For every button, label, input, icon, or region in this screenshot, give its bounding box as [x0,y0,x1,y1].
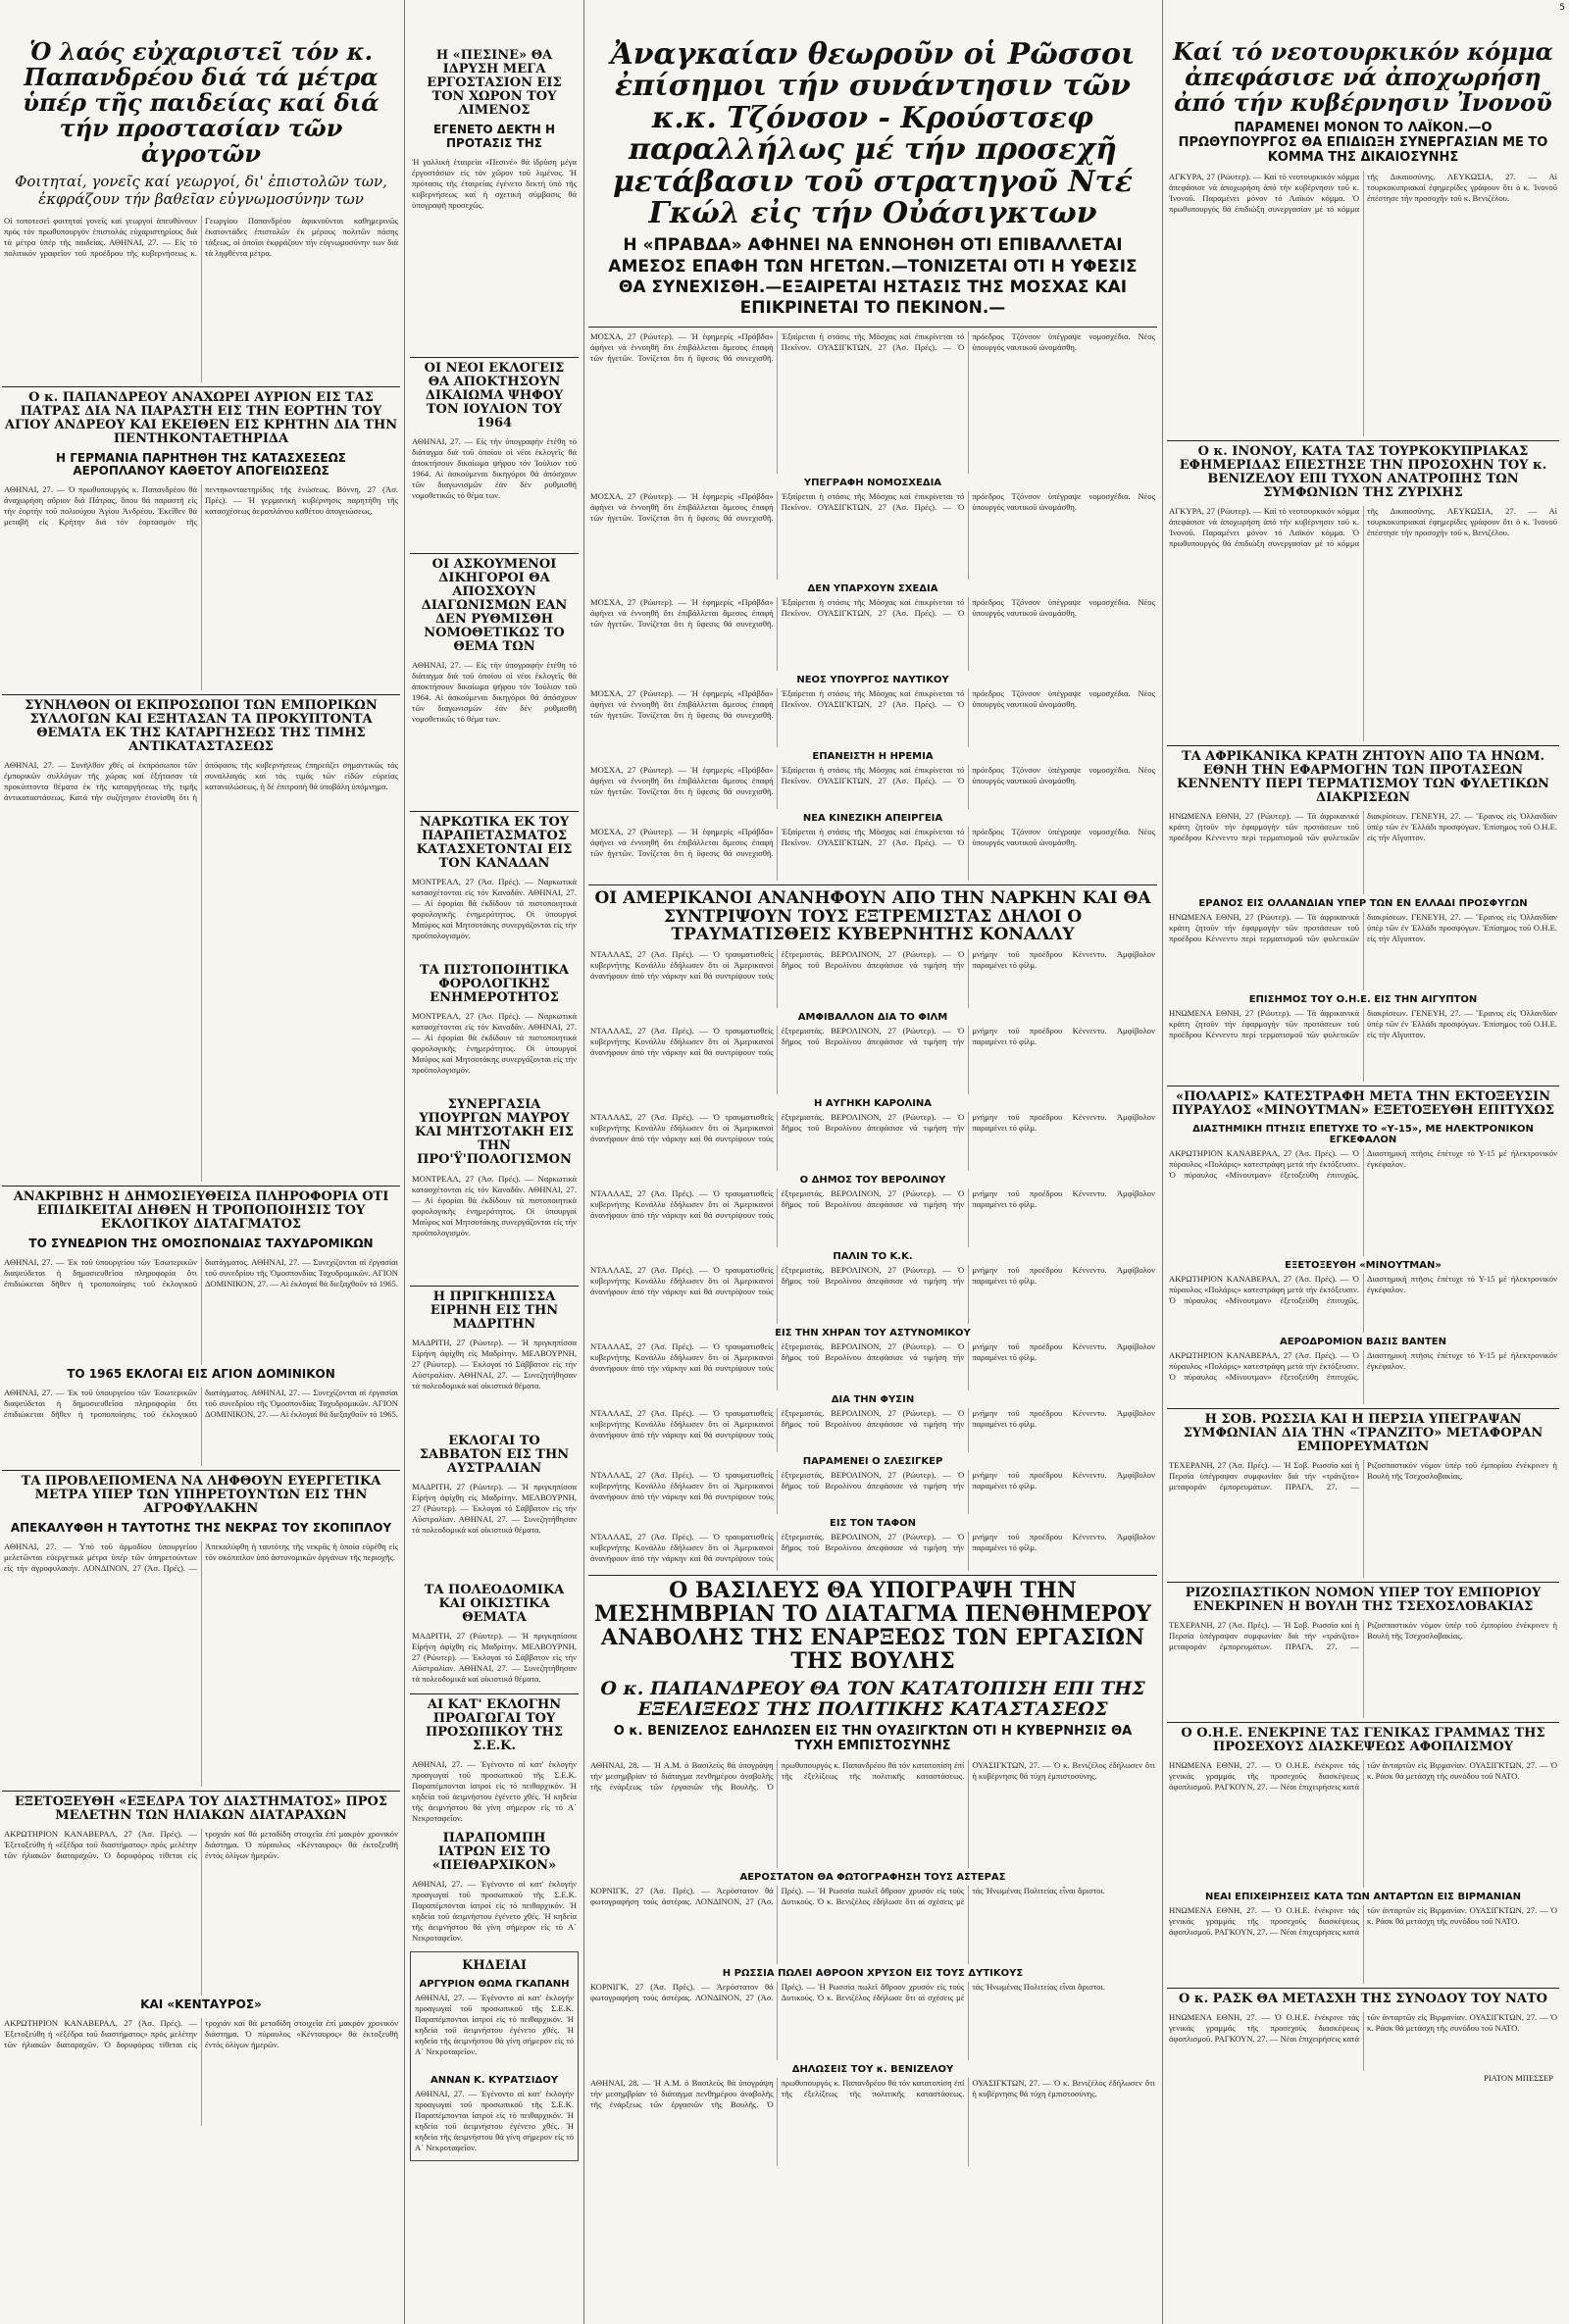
article-subhead: ΥΠΕΓΡΑΦΗ ΝΟΜΟΣΧΕΔΙΑ [803,478,942,489]
article-headline: ΤΑ ΑΦΡΙΚΑΝΙΚΑ ΚΡΑΤΗ ΖΗΤΟΥΝ ΑΠΟ ΤΑ ΗΝΩΜ. ΕΘΝΗ ΤΗΝ ΕΦΑΡΜΟΓΗΝ ΤΩΝ ΠΡΟΤΑΣΕΩΝ ΚΕΝΝΕΝΤΥ ΠΕΡΙ ΤΕΡΜΑΤΙΣΜΟΥ ΤΩΝ ΦΥΛΕΤΙΚΩΝ ΔΙΑΚΡΙΣΕΩΝ [1177,748,1549,805]
article-body: ΜΟΝΤΡΕΑΛ, 27 (Ἀσ. Πρές). — Ναρκωτικά κατασχέτονται εἰς τόν Καναδᾶν. ΑΘΗΝΑΙ, 27. — Αἱ ἐφορίαι θά ἐκδίδουν τά πιστοποιητικά φορολογικῆς ἐνημερότητος. Οἱ ὑπουργοί Μαύρος καί Μητσοτάκης συνεργάζονται εἰς τήν προϋπολογισμόν. [412,877,577,941]
article-body: ΜΟΣΧΑ, 27 (Ρώυτερ). — Ἡ ἐφημερίς «Πράβδα» ἀφήνει νά ἐννοηθῆ ὅτι ἐπιβάλλεται ἄμεσος ἐπαφή τῶν ἡγετῶν. Τονίζεται ὅτι ἡ ὕφεσις θά συνεχισθῆ. Ἐξαίρεται ἡ στάσις τῆς Μόσχας καί ἐπικρίνεται τό Πεκῖνον. ΟΥΑΣΙΓΚΤΩΝ, 27 (Ἀσ. Πρές). — Ὁ πρόεδρος Τζόνσον ὑπέγραψε νομοσχέδια. Νέος ὑπουργός ναυτικοῦ ὠνομάσθη. [590,331,1155,364]
rule [2,1186,400,1187]
article-subhead: ΕΙΣ ΤΟΝ ΤΑΦΟΝ [830,1518,916,1530]
article-body: ΑΘΗΝΑΙ, 27. — Ὑπό τοῦ ἁρμοδίου ὑπουργείου μελετῶνται εὐεργετικά μέτρα ὑπέρ τῶν ὑπηρετούντων εἰς τήν ἀγροφυλακήν. ΛΟΝΔΙΝΟΝ, 27 (Ἀσ. Πρές). — Ἀπεκαλύφθη ἡ ταυτότης τῆς νεκρᾶς ἡ ὁποία εὑρέθη εἰς τόν σκόπιπλον ὑπό ἀστυνομικῶν ὀργάνων τῆς περιοχῆς. [4,1541,398,1573]
article-body: ΗΝΩΜΕΝΑ ΕΘΝΗ, 27. — Ὁ Ο.Η.Ε. ἐνέκρινε τάς γενικάς γραμμάς τῆς προσεχοῦς διασκέψεως ἀφοπλισμοῦ. ΡΑΓΚΟΥΝ, 27. — Νέαι ἐπιχειρήσεις κατά τῶν ἀνταρτῶν εἰς Βιρμανίαν. ΟΥΑΣΙΓΚΤΩΝ, 27. — Ὁ κ. Ράσκ θά μετάσχη τῆς συνόδου τοῦ ΝΑΤΟ. [1169,1760,1557,1793]
rule [1167,1722,1559,1723]
article-headline: Η ΠΡΙΓΚΗΠΙΣΣΑ ΕΙΡΗΝΗ ΕΙΣ ΤΗΝ ΜΑΔΡΙΤΗΝ [430,1288,559,1332]
article-body: ΝΤΑΛΛΑΣ, 27 (Ἀσ. Πρές). — Ὁ τραυματισθείς κυβερνήτης Κονάλλυ ἐδήλωσεν ὅτι οἱ Ἀμερικανοί ἀνανήφουν ἀπό τήν νάρκην καί θά συντρίψουν τούς ἐξτρεμιστάς. ΒΕΡΟΛΙΝΟΝ, 27 (Ρώυτερ). — Ὁ δῆμος τοῦ Βερολίνου ἀπεφάσισε νά τιμήση τήν μνήμην τοῦ προέδρου Κέννεντυ. Ἀμφίβολον παραμένει τό φίλμ. [590,1341,1155,1374]
article-subhead: ΑΕΡΟΔΡΟΜΙΟΝ ΒΑΣΙΣ ΒΑΝΤΕΝ [1280,1336,1446,1347]
article-subhead: ΝΕΟΣ ΥΠΟΥΡΓΟΣ ΝΑΥΤΙΚΟΥ [796,675,949,686]
article-body: Ἡ γαλλική ἑταιρεία «Πεσινέ» θά ἱδρύση μέγα ἐργοστάσιον εἰς τόν χῶρον τοῦ λιμένος. Ἡ πρότασις τῆς ἑταιρείας ἐγένετο δεκτή ὑπό τῆς κυβερνήσεως καί ἡ σχετική σύμβασις θά ὑπογραφῆ προσεχῶς. [412,156,577,210]
article-body: ΜΟΣΧΑ, 27 (Ρώυτερ). — Ἡ ἐφημερίς «Πράβδα» ἀφήνει νά ἐννοηθῆ ὅτι ἐπιβάλλεται ἄμεσος ἐπαφή τῶν ἡγετῶν. Τονίζεται ὅτι ἡ ὕφεσις θά συνεχισθῆ. Ἐξαίρεται ἡ στάσις τῆς Μόσχας καί ἐπικρίνεται τό Πεκῖνον. ΟΥΑΣΙΓΚΤΩΝ, 27 (Ἀσ. Πρές). — Ὁ πρόεδρος Τζόνσον ὑπέγραψε νομοσχέδια. Νέος ὑπουργός ναυτικοῦ ὠνομάσθη. [590,827,1155,859]
article-subhead: ΔΙΑΣΤΗΜΙΚΗ ΠΤΗΣΙΣ ΕΠΕΤΥΧΕ ΤΟ «Υ-15», ΜΕ ΗΛΕΚΤΡΟΝΙΚΟΝ ΕΓΚΕΦΑΛΟΝ [1192,1123,1534,1145]
article-headline: ΕΞΕΤΟΞΕΥΘΗ «ΕΞΕΔΡΑ ΤΟΥ ΔΙΑΣΤΗΜΑΤΟΣ» ΠΡΟΣ ΜΕΛΕΤΗΝ ΤΩΝ ΗΛΙΑΚΩΝ ΔΙΑΤΑΡΑΧΩΝ [14,1794,388,1823]
article-body: ΑΘΗΝΑΙ, 27. — Ἐγένοντο αἱ κατ' ἐκλογήν προαγωγαί τοῦ προσωπικοῦ τῆς Σ.Ε.Κ. Παραπέμπονται ἰατροί εἰς τό πειθαρχικόν. Ἡ κηδεία τοῦ ἀειμνήστου ἐγένετο χθές. Ἡ κηδεία τῆς ἀειμνήστου θά γίνη σήμερον εἰς τό Α΄ Νεκροταφεῖον. [415,2089,574,2153]
article-subhead: Η ΓΕΡΜΑΝΙΑ ΠΑΡΗΤΗΘΗ ΤΗΣ ΚΑΤΑΣΧΕΣΕΩΣ ΑΕΡΟΠΛΑΝΟΥ ΚΑΘΕΤΟΥ ΑΠΟΓΕΙΩΣΕΩΣ [56,450,346,479]
article-subhead: ΠΑΡΑΜΕΝΕΙ Ο ΣΛΕΣΙΓΚΕΡ [802,1456,943,1468]
article-subhead: ΠΑΛΙΝ ΤΟ Κ.Κ. [833,1251,913,1263]
article-subhead: ΚΑΙ «ΚΕΝΤΑΥΡΟΣ» [140,1997,262,2012]
article-body: ΝΤΑΛΛΑΣ, 27 (Ἀσ. Πρές). — Ὁ τραυματισθείς κυβερνήτης Κονάλλυ ἐδήλωσεν ὅτι οἱ Ἀμερικανοί ἀνανήφουν ἀπό τήν νάρκην καί θά συντρίψουν τούς ἐξτρεμιστάς. ΒΕΡΟΛΙΝΟΝ, 27 (Ρώυτερ). — Ὁ δῆμος τοῦ Βερολίνου ἀπεφάσισε νά τιμήση τήν μνήμην τοῦ προέδρου Κέννεντυ. Ἀμφίβολον παραμένει τό φίλμ. [590,1532,1155,1564]
article-body: ΜΟΝΤΡΕΑΛ, 27 (Ἀσ. Πρές). — Ναρκωτικά κατασχέτονται εἰς τόν Καναδᾶν. ΑΘΗΝΑΙ, 27. — Αἱ ἐφορίαι θά ἐκδίδουν τά πιστοποιητικά φορολογικῆς ἐνημερότητος. Οἱ ὑπουργοί Μαύρος καί Μητσοτάκης συνεργάζονται εἰς τήν προϋπολογισμόν. [412,1011,577,1076]
article-body: ΗΝΩΜΕΝΑ ΕΘΝΗ, 27. — Ὁ Ο.Η.Ε. ἐνέκρινε τάς γενικάς γραμμάς τῆς προσεχοῦς διασκέψεως ἀφοπλισμοῦ. ΡΑΓΚΟΥΝ, 27. — Νέαι ἐπιχειρήσεις κατά τῶν ἀνταρτῶν εἰς Βιρμανίαν. ΟΥΑΣΙΓΚΤΩΝ, 27. — Ὁ κ. Ράσκ θά μετάσχη τῆς συνόδου τοῦ ΝΑΤΟ. [1169,1905,1557,1938]
article-body: ΑΚΡΩΤΗΡΙΟΝ ΚΑΝΑΒΕΡΑΛ, 27 (Ἀσ. Πρές). — Ὁ πύραυλος «Πολάρις» κατεστράφη μετά τήν ἐκτόξευσιν. Ὁ πύραυλος «Μίνουτμαν» ἐξετοξεύθη ἐπιτυχῶς. Διαστημική πτῆσις ἐπέτυχε τό Υ-15 μέ ἠλεκτρονικόν ἐγκέφαλον. [1169,1273,1557,1305]
rule [2,1791,400,1792]
article-body: ΜΑΔΡΙΤΗ, 27 (Ρώυτερ). — Ἡ πριγκηπίσσα Εἰρήνη ἀφίχθη εἰς Μαδρίτην. ΜΕΛΒΟΥΡΝΗ, 27 (Ρώυτερ). — Ἐκλογαί τό Σάββατον εἰς τήν Αὐστραλίαν. ΑΘΗΝΑΙ, 27. — Συνεζητήθησαν τά πολεοδομικά καί οἰκιστικά θέματα. [412,1481,577,1535]
rule [588,884,1157,885]
article-body: ΚΟΡΝΙΓΚ, 27 (Ἀσ. Πρές). — Ἀερόστατον θά φωτογραφήση τούς ἀστέρας. ΛΟΝΔΙΝΟΝ, 27 (Ἀσ. Πρές). — Ἡ Ρωσσία πωλεῖ ἄθροον χρυσόν εἰς τούς Δυτικούς. Ὁ κ. Βενιζέλος ἐδήλωσε ὅτι αἱ σχέσεις μέ τάς Ἡνωμένας Πολιτείας εἶναι ἄριστοι. [590,1886,1105,1907]
article-body: ΗΝΩΜΕΝΑ ΕΘΝΗ, 27 (Ρώυτερ). — Τά ἀφρικανικά κράτη ζητοῦν τήν ἐφαρμογήν τῶν προτάσεων τοῦ προέδρου Κέννεντυ περί τερματισμοῦ τῶν φυλετικῶν διακρίσεων. ΓΕΝΕΥΗ, 27. — Ἔρανος εἰς Ὀλλανδίαν ὑπέρ τῶν ἐν Ἑλλάδι προσφύγων. Ἐπίσημος τοῦ Ο.Η.Ε. εἰς τήν Αἴγυπτον. [1169,911,1557,943]
article-subhead: ΤΟ 1965 ΕΚΛΟΓΑΙ ΕΙΣ ΑΓΙΟΝ ΔΟΜΙΝΙΚΟΝ [67,1367,335,1382]
article-subhead: ΔΗΛΩΣΕΙΣ ΤΟΥ κ. ΒΕΝΙΖΕΛΟΥ [791,2064,954,2076]
article-body: ΑΘΗΝΑΙ, 27. — Ἐγένοντο αἱ κατ' ἐκλογήν προαγωγαί τοῦ προσωπικοῦ τῆς Σ.Ε.Κ. Παραπέμπονται ἰατροί εἰς τό πειθαρχικόν. Ἡ κηδεία τοῦ ἀειμνήστου ἐγένετο χθές. Ἡ κηδεία τῆς ἀειμνήστου θά γίνη σήμερον εἰς τό Α΄ Νεκροταφεῖον. [415,1993,574,2057]
article-body: ΑΚΡΩΤΗΡΙΟΝ ΚΑΝΑΒΕΡΑΛ, 27 (Ἀσ. Πρές). — Ἐξετοξεύθη ἡ «ἐξέδρα τοῦ διαστήματος» πρός μελέτην τῶν ἡλιακῶν διαταραχῶν. Ὁ δορυφόρος τίθεται εἰς τροχιάν καί θά μεταδίδη στοιχεῖα ἐπί μακρόν χρονικόν διάστημα. Ὁ πύραυλος «Κένταυρος» θά ἐκτοξευθῆ ἐντός ὀλίγων ἡμερῶν. [4,1829,398,1861]
article-headline: ΠΑΡΑΠΟΜΠΗ ΙΑΤΡΩΝ ΕΙΣ ΤΟ «ΠΕΙΘΑΡΧΙΚΟΝ» [431,1830,557,1873]
article-body: ΜΑΔΡΙΤΗ, 27 (Ρώυτερ). — Ἡ πριγκηπίσσα Εἰρήνη ἀφίχθη εἰς Μαδρίτην. ΜΕΛΒΟΥΡΝΗ, 27 (Ρώυτερ). — Ἐκλογαί τό Σάββατον εἰς τήν Αὐστραλίαν. ΑΘΗΝΑΙ, 27. — Συνεζητήθησαν τά πολεοδομικά καί οἰκιστικά θέματα. [412,1630,577,1684]
article-subhead: ΕΞΕΤΟΞΕΥΘΗ «ΜΙΝΟΥΤΜΑΝ» [1285,1259,1442,1271]
obituary-name: ΑΝΝΑΝ Κ. ΚΥΡΑΤΣΙΔΟΥ [430,2075,558,2087]
article-headline: Ο κ. ΡΑΣΚ ΘΑ ΜΕΤΑΣΧΗ ΤΗΣ ΣΥΝΟΔΟΥ ΤΟΥ ΝΑΤΟ [1179,1992,1547,2007]
article-body: ΗΝΩΜΕΝΑ ΕΘΝΗ, 27 (Ρώυτερ). — Τά ἀφρικανικά κράτη ζητοῦν τήν ἐφαρμογήν τῶν προτάσεων τοῦ προέδρου Κέννεντυ περί τερματισμοῦ τῶν φυλετικῶν διακρίσεων. ΓΕΝΕΥΗ, 27. — Ἔρανος εἰς Ὀλλανδίαν ὑπέρ τῶν ἐν Ἑλλάδι προσφύγων. Ἐπίσημος τοῦ Ο.Η.Ε. εἰς τήν Αἴγυπτον. [1169,810,1557,842]
article-body: ΝΤΑΛΛΑΣ, 27 (Ἀσ. Πρές). — Ὁ τραυματισθείς κυβερνήτης Κονάλλυ ἐδήλωσεν ὅτι οἱ Ἀμερικανοί ἀνανήφουν ἀπό τήν νάρκην καί θά συντρίψουν τούς ἐξτρεμιστάς. ΒΕΡΟΛΙΝΟΝ, 27 (Ρώυτερ). — Ὁ δῆμος τοῦ Βερολίνου ἀπεφάσισε νά τιμήση τήν μνήμην τοῦ προέδρου Κέννεντυ. Ἀμφίβολον παραμένει τό φίλμ. [590,1408,1155,1440]
article-headline: Ο κ. ΠΑΠΑΝΔΡΕΟΥ ΑΝΑΧΩΡΕΙ ΑΥΡΙΟΝ ΕΙΣ ΤΑΣ ΠΑΤΡΑΣ ΔΙΑ ΝΑ ΠΑΡΑΣΤΗ ΕΙΣ ΤΗΝ ΕΟΡΤΗΝ ΤΟΥ ΑΓΙΟΥ ΑΝΔΡΕΟΥ ΚΑΙ ΕΚΕΙΘΕΝ ΕΙΣ ΚΡΗΤΗΝ ΔΙΑ ΤΗΝ ΠΕΝΤΗΚΟΝΤΑΕΤΗΡΙΔΑ [4,389,398,446]
article-body: ΤΕΧΕΡΑΝΗ, 27 (Ἀσ. Πρές). — Ἡ Σοβ. Ρωσσία καί ἡ Περσία ὑπέγραψαν συμφωνίαν διά τήν «τράνζιτο» μεταφοράν ἐμπορευμάτων. ΠΡΑΓΑ, 27. — Ριζοσπαστικόν νόμον ὑπέρ τοῦ ἐμπορίου ἐνέκρινεν ἡ Βουλή τῆς Τσεχοσλοβακίας. [1169,1620,1557,1651]
rule [410,1693,579,1694]
article-headline: ΣΥΝΗΛΘΟΝ ΟΙ ΕΚΠΡΟΣΩΠΟΙ ΤΩΝ ΕΜΠΟΡΙΚΩΝ ΣΥΛΛΟΓΩΝ ΚΑΙ ΕΞΗΤΑΣΑΝ ΤΑ ΠΡΟΚΥΠΤΟΝΤΑ ΘΕΜΑΤΑ ΕΚ ΤΗΣ ΚΑΤΑΡΓΗΣΕΩΣ ΤΗΣ ΤΙΜΗΣ ΑΝΤΙΚΑΤΑΣΤΑΣΕΩΣ [25,698,378,755]
article-headline: ΤΑ ΠΡΟΒΛΕΠΟΜΕΝΑ ΝΑ ΛΗΦΘΟΥΝ ΕΥΕΡΓΕΤΙΚΑ ΜΕΤΡΑ ΥΠΕΡ ΤΩΝ ΥΠΗΡΕΤΟΥΝΤΩΝ ΕΙΣ ΤΗΝ ΑΓΡΟΦΥΛΑΚΗΝ [21,1474,381,1517]
lead-headline: Ἀναγκαίαν θεωροῦν οἱ Ρῶσσοι ἐπίσημοι τήν συνάντησιν τῶν κ.κ. Τζόνσον - Κρούστσεφ παραλλήλως μέ τήν προσεχῆ μετάβασιν τοῦ στρατηγοῦ Ντέ Γκώλ εἰς τήν Οὐάσιγκτων [610,37,1136,230]
article-headline: ΤΑ ΠΟΛΕΟΔΟΜΙΚΑ ΚΑΙ ΟΙΚΙΣΤΙΚΑ ΘΕΜΑΤΑ [424,1582,565,1625]
article-subhead: Ο ΔΗΜΟΣ ΤΟΥ ΒΕΡΟΛΙΝΟΥ [799,1175,946,1187]
rule [1167,745,1559,746]
article-subhead: ΕΠΑΝΕΙΣΤΗ Η ΗΡΕΜΙΑ [812,751,934,763]
column-divider [1162,0,1163,2324]
article-headline: ΟΙ ΑΣΚΟΥΜΕΝΟΙ ΔΙΚΗΓΟΡΟΙ ΘΑ ΑΠΟΣΧΟΥΝ ΔΙΑΓΩΝΙΣΜΩΝ ΕΑΝ ΔΕΝ ΡΥΘΜΙΣΘΗ ΝΟΜΟΘΕΤΙΚΩΣ ΤΟ ΘΕΜΑ ΤΩΝ [421,556,568,655]
rule [588,327,1157,328]
article-headline: Ο Ο.Η.Ε. ΕΝΕΚΡΙΝΕ ΤΑΣ ΓΕΝΙΚΑΣ ΓΡΑΜΜΑΣ ΤΗΣ ΠΡΟΣΕΧΟΥΣ ΔΙΑΣΚΕΨΕΩΣ ΑΦΟΠΛΙΣΜΟΥ [1181,1726,1545,1755]
article-headline: ΑΙ ΚΑΤ' ΕΚΛΟΓΗΝ ΠΡΟΑΓΩΓΑΙ ΤΟΥ ΠΡΟΣΩΠΙΚΟΥ ΤΗΣ Σ.Ε.Κ. [425,1696,564,1753]
column-center [586,0,1159,2324]
article-subhead: ΝΕΑ ΚΙΝΕΖΙΚΗ ΑΠΕΙΡΓΕΙΑ [802,813,943,825]
article-body: ΜΟΣΧΑ, 27 (Ρώυτερ). — Ἡ ἐφημερίς «Πράβδα» ἀφήνει νά ἐννοηθῆ ὅτι ἐπιβάλλεται ἄμεσος ἐπαφή τῶν ἡγετῶν. Τονίζεται ὅτι ἡ ὕφεσις θά συνεχισθῆ. Ἐξαίρεται ἡ στάσις τῆς Μόσχας καί ἐπικρίνεται τό Πεκῖνον. ΟΥΑΣΙΓΚΤΩΝ, 27 (Ἀσ. Πρές). — Ὁ πρόεδρος Τζόνσον ὑπέγραψε νομοσχέδια. Νέος ὑπουργός ναυτικοῦ ὠνομάσθη. [590,597,1155,630]
article-subhead: ΑΕΡΟΣΤΑΤΟΝ ΘΑ ΦΩΤΟΓΡΑΦΗΣΗ ΤΟΥΣ ΑΣΤΕΡΑΣ [739,1872,1006,1884]
article-body: ΗΝΩΜΕΝΑ ΕΘΝΗ, 27. — Ὁ Ο.Η.Ε. ἐνέκρινε τάς γενικάς γραμμάς τῆς προσεχοῦς διασκέψεως ἀφοπλισμοῦ. ΡΑΓΚΟΥΝ, 27. — Νέαι ἐπιχειρήσεις κατά τῶν ἀνταρτῶν εἰς Βιρμανίαν. ΟΥΑΣΙΓΚΤΩΝ, 27. — Ὁ κ. Ράσκ θά μετάσχη τῆς συνόδου τοῦ ΝΑΤΟ. [1169,2012,1557,2045]
column-right [1165,0,1561,2324]
obituary-box [410,1951,579,2161]
article-deck: Φοιτηταί, γονεῖς καί γεωργοί, δι' ἐπιστολῶν των, ἐκφράζουν τήν βαθεῖαν εὐγνωμοσύνην των [15,172,387,208]
article-body: ΜΟΣΧΑ, 27 (Ρώυτερ). — Ἡ ἐφημερίς «Πράβδα» ἀφήνει νά ἐννοηθῆ ὅτι ἐπιβάλλεται ἄμεσος ἐπαφή τῶν ἡγετῶν. Τονίζεται ὅτι ἡ ὕφεσις θά συνεχισθῆ. Ἐξαίρεται ἡ στάσις τῆς Μόσχας καί ἐπικρίνεται τό Πεκῖνον. ΟΥΑΣΙΓΚΤΩΝ, 27 (Ἀσ. Πρές). — Ὁ πρόεδρος Τζόνσον ὑπέγραψε νομοσχέδια. Νέος ὑπουργός ναυτικοῦ ὠνομάσθη. [590,765,1155,797]
rule [1167,440,1559,441]
article-body: ΝΤΑΛΛΑΣ, 27 (Ἀσ. Πρές). — Ὁ τραυματισθείς κυβερνήτης Κονάλλυ ἐδήλωσεν ὅτι οἱ Ἀμερικανοί ἀνανήφουν ἀπό τήν νάρκην καί θά συντρίψουν τούς ἐξτρεμιστάς. ΒΕΡΟΛΙΝΟΝ, 27 (Ρώυτερ). — Ὁ δῆμος τοῦ Βερολίνου ἀπεφάσισε νά τιμήση τήν μνήμην τοῦ προέδρου Κέννεντυ. Ἀμφίβολον παραμένει τό φίλμ. [590,1026,1155,1058]
column-center-left [408,0,581,2324]
article-headline: Ο κ. ΙΝΟΝΟΥ, ΚΑΤΑ ΤΑΣ ΤΟΥΡΚΟΚΥΠΡΙΑΚΑΣ ΕΦΗΜΕΡΙΔΑΣ ΕΠΕΣΤΗΣΕ ΤΗΝ ΠΡΟΣΟΧΗΝ ΤΟΥ κ. ΒΕΝΙΖΕΛΟΥ ΕΠΙ ΤΥΧΟΝ ΑΝΑΤΡΟΠΗΣ ΤΩΝ ΣΥΜΦΩΝΙΩΝ ΤΗΣ ΖΥΡΙΧΗΣ [1179,443,1547,500]
article-body: ΜΟΝΤΡΕΑΛ, 27 (Ἀσ. Πρές). — Ναρκωτικά κατασχέτονται εἰς τόν Καναδᾶν. ΑΘΗΝΑΙ, 27. — Αἱ ἐφορίαι θά ἐκδίδουν τά πιστοποιητικά φορολογικῆς ἐνημερότητος. Οἱ ὑπουργοί Μαύρος καί Μητσοτάκης συνεργάζονται εἰς τήν προϋπολογισμόν. [412,1173,577,1238]
article-headline: Ὁ λαός εὐχαριστεῖ τόν κ. Παπανδρέου διά τά μέτρα ὑπέρ τῆς παιδείας καί διά τήν προστασίαν τῶν ἀγροτῶν [23,37,380,168]
article-body: ΑΚΡΩΤΗΡΙΟΝ ΚΑΝΑΒΕΡΑΛ, 27 (Ἀσ. Πρές). — Ὁ πύραυλος «Πολάρις» κατεστράφη μετά τήν ἐκτόξευσιν. Ὁ πύραυλος «Μίνουτμαν» ἐξετοξεύθη ἐπιτυχῶς. Διαστημική πτῆσις ἐπέτυχε τό Υ-15 μέ ἠλεκτρονικόν ἐγκέφαλον. [1169,1147,1557,1180]
article-subhead: ΕΡΑΝΟΣ ΕΙΣ ΟΛΛΑΝΔΙΑΝ ΥΠΕΡ ΤΩΝ ΕΝ ΕΛΛΑΔΙ ΠΡΟΣΦΥΓΩΝ [1198,897,1528,909]
article-headline: ΟΙ ΝΕΟΙ ΕΚΛΟΓΕΙΣ ΘΑ ΑΠΟΚΤΗΣΟΥΝ ΔΙΚΑΙΩΜΑ ΨΗΦΟΥ ΤΟΝ ΙΟΥΛΙΟΝ ΤΟΥ 1964 [424,360,565,430]
article-body: ΑΘΗΝΑΙ, 27. — Ἐκ τοῦ ὑπουργείου τῶν Ἐσωτερικῶν διαψεύδεται ἡ δημοσιευθεῖσα πληροφορία ὅτι ἐπιδιώκεται δῆθεν ἡ τροποποίησις τοῦ ἐκλογικοῦ διατάγματος. ΑΘΗΝΑΙ, 27. — Συνεχίζονται αἱ ἐργασίαι τοῦ συνεδρίου τῆς Ὁμοσπονδίας Ταχυδρομικῶν. ΑΓΙΟΝ ΔΟΜΙΝΙΚΟΝ, 27. — Αἱ ἐκλογαί θά διεξαχθοῦν τό 1965. [4,1388,398,1420]
article-body: ΑΘΗΝΑΙ, 27. — Ἐγένοντο αἱ κατ' ἐκλογήν προαγωγαί τοῦ προσωπικοῦ τῆς Σ.Ε.Κ. Παραπέμπονται ἰατροί εἰς τό πειθαρχικόν. Ἡ κηδεία τοῦ ἀειμνήστου ἐγένετο χθές. Ἡ κηδεία τῆς ἀειμνήστου θά γίνη σήμερον εἰς τό Α΄ Νεκροταφεῖον. [412,1758,577,1823]
article-headline: ΤΑ ΠΙΣΤΟΠΟΙΗΤΙΚΑ ΦΟΡΟΛΟΓΙΚΗΣ ΕΝΗΜΕΡΟΤΗΤΟΣ [420,963,569,1006]
article-subhead: ΕΓΕΝΕΤΟ ΔΕΚΤΗ Η ΠΡΟΤΑΣΙΣ ΤΗΣ [432,123,556,150]
rule [1167,1582,1559,1583]
obituary-heading: ΚΗΔΕΙΑΙ [462,1958,527,1973]
article-subhead: ΕΙΣ ΤΗΝ ΧΗΡΑΝ ΤΟΥ ΑΣΤΥΝΟΜΙΚΟΥ [775,1328,971,1339]
page-number: 5 [1559,3,1565,13]
article-headline: Καί τό νεοτουρκικόν κόμμα ἀπεφάσισε νά ἀποχωρήση ἀπό τήν κυβέρνησιν Ἰνονοῦ [1172,37,1554,117]
article-headline: ΡΙΖΟΣΠΑΣΤΙΚΟΝ ΝΟΜΟΝ ΥΠΕΡ ΤΟΥ ΕΜΠΟΡΙΟΥ ΕΝΕΚΡΙΝΕΝ Η ΒΟΥΛΗ ΤΗΣ ΤΣΕΧΟΣΛΟΒΑΚΙΑΣ [1185,1585,1542,1614]
article-deck: Ο κ. ΠΑΠΑΝΔΡΕΟΥ ΘΑ ΤΟΝ ΚΑΤΑΤΟΠΙΣΗ ΕΠΙ ΤΗΣ ΕΞΕΛΙΞΕΩΣ ΤΗΣ ΠΟΛΙΤΙΚΗΣ ΚΑΤΑΣΤΑΣΕΩΣ [600,1678,1145,1720]
article-body: ΑΓΚΥΡΑ, 27 (Ρώυτερ). — Καί τό νεοτουρκικόν κόμμα ἀπεφάσισε νά ἀποχωρήση ἀπό τήν κυβέρνησιν τοῦ κ. Ἰνονοῦ. Παραμένει μόνον τό Λαϊκόν κόμμα. Ὁ πρωθυπουργός θά ἐπιδιώξη συνεργασίαν μέ τό κόμμα τῆς Δικαιοσύνης. ΛΕΥΚΩΣΙΑ, 27. — Αἱ τουρκοκυπριακαί ἐφημερίδες γράφουν ὅτι ὁ κ. Ἰνονοῦ ἐπέστησε τήν προσοχήν τοῦ κ. Βενιζέλου. [1169,505,1557,548]
article-headline: ΟΙ ΑΜΕΡΙΚΑΝΟΙ ΑΝΑΝΗΦΟΥΝ ΑΠΟ ΤΗΝ ΝΑΡΚΗΝ ΚΑΙ ΘΑ ΣΥΝΤΡΙΨΟΥΝ ΤΟΥΣ ΕΞΤΡΕΜΙΣΤΑΣ ΔΗΛΟΙ Ο ΤΡΑΥΜΑΤΙΣΘΕΙΣ ΚΥΒΕΡΝΗΤΗΣ ΚΟΝΑΛΛΥ [594,888,1151,945]
article-subhead: ΔΙΑ ΤΗΝ ΦΥΣΙΝ [831,1394,915,1406]
article-body: ΑΘΗΝΑΙ, 27. — Εἰς τήν ὑπογραφήν ἐτέθη τό διάταγμα διά τοῦ ὁποίου οἱ νέοι ἐκλογεῖς θά ἀποκτήσουν δικαίωμα ψήφου τόν Ἰούλιον τοῦ 1964. Αἱ ἀσκούμεναι δικηγόροι θά ἀπόσχουν τῶν διαγωνισμῶν ἐάν δέν ρυθμισθῆ νομοθετικῶς τό θέμα των. [412,435,577,500]
article-subhead: ΑΠΕΚΑΛΥΦΘΗ Η ΤΑΥΤΟΤΗΣ ΤΗΣ ΝΕΚΡΑΣ ΤΟΥ ΣΚΟΠΙΠΛΟΥ [10,1521,392,1536]
lead-summary: Η «ΠΡΑΒΔΑ» ΑΦΗΝΕΙ ΝΑ ΕΝΝΟΗΘΗ ΟΤΙ ΕΠΙΒΑΛΛΕΤΑΙ ΑΜΕΣΟΣ ΕΠΑΦΗ ΤΩΝ ΗΓΕΤΩΝ.—ΤΟΝΙΖΕΤΑΙ ΟΤΙ Η ΥΦΕΣΙΣ ΘΑ ΣΥΝΕΧΙΣΘΗ.—ΕΞΑΙΡΕΤΑΙ ΗΣΤΑΣΙΣ ΤΗΣ ΜΟΣΧΑΣ ΚΑΙ ΕΠΙΚΡΙΝΕΤΑΙ ΤΟ ΠΕΚΙΝΟΝ.— [608,235,1138,319]
column-divider [583,0,584,2324]
article-headline: Η ΣΟΒ. ΡΩΣΣΙΑ ΚΑΙ Η ΠΕΡΣΙΑ ΥΠΕΓΡΑΨΑΝ ΣΥΜΦΩΝΙΑΝ ΔΙΑ ΤΗΝ «ΤΡΑΝΖΙΤΟ» ΜΕΤΑΦΟΡΑΝ ΕΜΠΟΡΕΥΜΑΤΩΝ [1183,1411,1544,1454]
article-subhead: ΕΠΙΣΗΜΟΣ ΤΟΥ Ο.Η.Ε. ΕΙΣ ΤΗΝ ΑΙΓΥΠΤΟΝ [1248,993,1478,1005]
obituary-name: ΑΡΓΥΡΙΟΝ ΘΩΜΑ ΓΚΑΠΑΝΗ [419,1979,570,1991]
rule [2,1470,400,1471]
article-subhead: ΑΜΦΙΒΑΛΛΟΝ ΔΙΑ ΤΟ ΦΙΛΜ [797,1012,948,1024]
article-subhead: ΔΕΝ ΥΠΑΡΧΟΥΝ ΣΧΕΔΙΑ [807,583,938,595]
article-body: ΝΤΑΛΛΑΣ, 27 (Ἀσ. Πρές). — Ὁ τραυματισθείς κυβερνήτης Κονάλλυ ἐδήλωσεν ὅτι οἱ Ἀμερικανοί ἀνανήφουν ἀπό τήν νάρκην καί θά συντρίψουν τούς ἐξτρεμιστάς. ΒΕΡΟΛΙΝΟΝ, 27 (Ρώυτερ). — Ὁ δῆμος τοῦ Βερολίνου ἀπεφάσισε νά τιμήση τήν μνήμην τοῦ προέδρου Κέννεντυ. Ἀμφίβολον παραμένει τό φίλμ. [590,1470,1155,1502]
article-body: ΑΚΡΩΤΗΡΙΟΝ ΚΑΝΑΒΕΡΑΛ, 27 (Ἀσ. Πρές). — Ἐξετοξεύθη ἡ «ἐξέδρα τοῦ διαστήματος» πρός μελέτην τῶν ἡλιακῶν διαταραχῶν. Ὁ δορυφόρος τίθεται εἰς τροχιάν καί θά μεταδίδη στοιχεῖα ἐπί μακρόν χρονικόν διάστημα. Ὁ πύραυλος «Κένταυρος» θά ἐκτοξευθῆ ἐντός ὀλίγων ἡμερῶν. [4,2017,398,2049]
article-subhead: Η ΡΩΣΣΙΑ ΠΩΛΕΙ ΑΘΡΟΟΝ ΧΡΥΣΟΝ ΕΙΣ ΤΟΥΣ ΔΥΤΙΚΟΥΣ [722,1968,1024,1980]
article-body: ΗΝΩΜΕΝΑ ΕΘΝΗ, 27 (Ρώυτερ). — Τά ἀφρικανικά κράτη ζητοῦν τήν ἐφαρμογήν τῶν προτάσεων τοῦ προέδρου Κέννεντυ περί τερματισμοῦ τῶν φυλετικῶν διακρίσεων. ΓΕΝΕΥΗ, 27. — Ἔρανος εἰς Ὀλλανδίαν ὑπέρ τῶν ἐν Ἑλλάδι προσφύγων. Ἐπίσημος τοῦ Ο.Η.Ε. εἰς τήν Αἴγυπτον. [1169,1007,1557,1039]
article-body: ΑΘΗΝΑΙ, 28. — Ἡ Α.Μ. ὁ Βασιλεύς θά ὑπογράψη τήν μεσημβρίαν τό διάταγμα πενθημέρου ἀναβολῆς τῆς ἐνάρξεως τῶν ἐργασιῶν τῆς Βουλῆς. Ὁ πρωθυπουργός κ. Παπανδρέου θά τόν κατατοπίση ἐπί τῆς ἐξελίξεως τῆς πολιτικῆς καταστάσεως. ΟΥΑΣΙΓΚΤΩΝ, 27. — Ὁ κ. Βενιζέλος ἐδήλωσεν ὅτι ἡ κυβέρνησις θά τύχη ἐμπιστοσύνης. [590,2078,1155,2110]
article-headline: ΣΥΝΕΡΓΑΣΙΑ ΥΠΟΥΡΓΩΝ ΜΑΥΡΟΥ ΚΑΙ ΜΗΤΣΟΤΑΚΗ ΕΙΣ ΤΗΝ ΠΡΟ'Ϋ'ΠΟΛΟΓΙΣΜΟΝ [415,1097,574,1168]
article-body: ΝΤΑΛΛΑΣ, 27 (Ἀσ. Πρές). — Ὁ τραυματισθείς κυβερνήτης Κονάλλυ ἐδήλωσεν ὅτι οἱ Ἀμερικανοί ἀνανήφουν ἀπό τήν νάρκην καί θά συντρίψουν τούς ἐξτρεμιστάς. ΒΕΡΟΛΙΝΟΝ, 27 (Ρώυτερ). — Ὁ δῆμος τοῦ Βερολίνου ἀπεφάσισε νά τιμήση τήν μνήμην τοῦ προέδρου Κέννεντυ. Ἀμφίβολον παραμένει τό φίλμ. [590,1112,1155,1144]
article-subhead: ΠΑΡΑΜΕΝΕΙ ΜΟΝΟΝ ΤΟ ΛΑΪΚΟΝ.—Ο ΠΡΩΘΥΠΟΥΡΓΟΣ ΘΑ ΕΠΙΔΙΩΞΗ ΣΥΝΕΡΓΑΣΙΑΝ ΜΕ ΤΟ ΚΟΜΜΑ ΤΗΣ ΔΙΚΑΙΟΣΥΝΗΣ [1178,120,1548,165]
rule [410,1286,579,1287]
article-headline: ΝΑΡΚΩΤΙΚΑ ΕΚ ΤΟΥ ΠΑΡΑΠΕΤΑΣΜΑΤΟΣ ΚΑΤΑΣΧΕΤΟΝΤΑΙ ΕΙΣ ΤΟΝ ΚΑΝΑΔΑΝ [416,815,573,872]
article-body: ΑΘΗΝΑΙ, 27. — Ἐκ τοῦ ὑπουργείου τῶν Ἐσωτερικῶν διαψεύδεται ἡ δημοσιευθεῖσα πληροφορία ὅτι ἐπιδιώκεται δῆθεν ἡ τροποποίησις τοῦ ἐκλογικοῦ διατάγματος. ΑΘΗΝΑΙ, 27. — Συνεχίζονται αἱ ἐργασίαι τοῦ συνεδρίου τῆς Ὁμοσπονδίας Ταχυδρομικῶν. ΑΓΙΟΝ ΔΟΜΙΝΙΚΟΝ, 27. — Αἱ ἐκλογαί θά διεξαχθοῦν τό 1965. [4,1257,398,1289]
column-divider [404,0,405,2324]
byline: ΡΙΑΤΟΝ ΜΠΕΣΣΕΡ [1484,2073,1553,2084]
rule [2,694,400,695]
article-body: ΤΕΧΕΡΑΝΗ, 27 (Ἀσ. Πρές). — Ἡ Σοβ. Ρωσσία καί ἡ Περσία ὑπέγραψαν συμφωνίαν διά τήν «τράνζιτο» μεταφοράν ἐμπορευμάτων. ΠΡΑΓΑ, 27. — Ριζοσπαστικόν νόμον ὑπέρ τοῦ ἐμπορίου ἐνέκρινεν ἡ Βουλή τῆς Τσεχοσλοβακίας. [1169,1459,1557,1491]
rule [410,811,579,812]
article-headline: ΑΝΑΚΡΙΒΗΣ Η ΔΗΜΟΣΙΕΥΘΕΙΣΑ ΠΛΗΡΟΦΟΡΙΑ ΟΤΙ ΕΠΙΔΙΚΕΙΤΑΙ ΔΗΘΕΝ Η ΤΡΟΠΟΠΟΙΗΣΙΣ ΤΟΥ ΕΚΛΟΓΙΚΟΥ ΔΙΑΤΑΓΜΑΤΟΣ [13,1189,389,1233]
article-body: ΜΑΔΡΙΤΗ, 27 (Ρώυτερ). — Ἡ πριγκηπίσσα Εἰρήνη ἀφίχθη εἰς Μαδρίτην. ΜΕΛΒΟΥΡΝΗ, 27 (Ρώυτερ). — Ἐκλογαί τό Σάββατον εἰς τήν Αὐστραλίαν. ΑΘΗΝΑΙ, 27. — Συνεζητήθησαν τά πολεοδομικά καί οἰκιστικά θέματα. [412,1337,577,1390]
column-left [0,0,402,2324]
article-body: ΑΘΗΝΑΙ, 27. — Εἰς τήν ὑπογραφήν ἐτέθη τό διάταγμα διά τοῦ ὁποίου οἱ νέοι ἐκλογεῖς θά ἀποκτήσουν δικαίωμα ψήφου τόν Ἰούλιον τοῦ 1964. Αἱ ἀσκούμεναι δικηγόροι θά ἀπόσχουν τῶν διαγωνισμῶν ἐάν δέν ρυθμισθῆ νομοθετικῶς τό θέμα των. [412,660,577,725]
rule [410,553,579,554]
article-body: ΑΘΗΝΑΙ, 27. — Ἐγένοντο αἱ κατ' ἐκλογήν προαγωγαί τοῦ προσωπικοῦ τῆς Σ.Ε.Κ. Παραπέμπονται ἰατροί εἰς τό πειθαρχικόν. Ἡ κηδεία τοῦ ἀειμνήστου ἐγένετο χθές. Ἡ κηδεία τῆς ἀειμνήστου θά γίνη σήμερον εἰς τό Α΄ Νεκροταφεῖον. [412,1879,577,1943]
article-subhead: ΤΟ ΣΥΝΕΔΡΙΟΝ ΤΗΣ ΟΜΟΣΠΟΝΔΙΑΣ ΤΑΧΥΔΡΟΜΙΚΩΝ [28,1237,374,1251]
article-body: ΜΟΣΧΑ, 27 (Ρώυτερ). — Ἡ ἐφημερίς «Πράβδα» ἀφήνει νά ἐννοηθῆ ὅτι ἐπιβάλλεται ἄμεσος ἐπαφή τῶν ἡγετῶν. Τονίζεται ὅτι ἡ ὕφεσις θά συνεχισθῆ. Ἐξαίρεται ἡ στάσις τῆς Μόσχας καί ἐπικρίνεται τό Πεκῖνον. ΟΥΑΣΙΓΚΤΩΝ, 27 (Ἀσ. Πρές). — Ὁ πρόεδρος Τζόνσον ὑπέγραψε νομοσχέδια. Νέος ὑπουργός ναυτικοῦ ὠνομάσθη. [590,491,1155,524]
rule [1167,1408,1559,1409]
article-body: ΑΚΡΩΤΗΡΙΟΝ ΚΑΝΑΒΕΡΑΛ, 27 (Ἀσ. Πρές). — Ὁ πύραυλος «Πολάρις» κατεστράφη μετά τήν ἐκτόξευσιν. Ὁ πύραυλος «Μίνουτμαν» ἐξετοξεύθη ἐπιτυχῶς. Διαστημική πτῆσις ἐπέτυχε τό Υ-15 μέ ἠλεκτρονικόν ἐγκέφαλον. [1169,1349,1557,1382]
article-body: ΚΟΡΝΙΓΚ, 27 (Ἀσ. Πρές). — Ἀερόστατον θά φωτογραφήση τούς ἀστέρας. ΛΟΝΔΙΝΟΝ, 27 (Ἀσ. Πρές). — Ἡ Ρωσσία πωλεῖ ἄθροον χρυσόν εἰς τούς Δυτικούς. Ὁ κ. Βενιζέλος ἐδήλωσε ὅτι αἱ σχέσεις μέ τάς Ἡνωμένας Πολιτείας εἶναι ἄριστοι. [590,1982,1105,2003]
article-body: ΜΟΣΧΑ, 27 (Ρώυτερ). — Ἡ ἐφημερίς «Πράβδα» ἀφήνει νά ἐννοηθῆ ὅτι ἐπιβάλλεται ἄμεσος ἐπαφή τῶν ἡγετῶν. Τονίζεται ὅτι ἡ ὕφεσις θά συνεχισθῆ. Ἐξαίρεται ἡ στάσις τῆς Μόσχας καί ἐπικρίνεται τό Πεκῖνον. ΟΥΑΣΙΓΚΤΩΝ, 27 (Ἀσ. Πρές). — Ὁ πρόεδρος Τζόνσον ὑπέγραψε νομοσχέδια. Νέος ὑπουργός ναυτικοῦ ὠνομάσθη. [590,688,1155,721]
article-headline: Ο ΒΑΣΙΛΕΥΣ ΘΑ ΥΠΟΓΡΑΨΗ ΤΗΝ ΜΕΣΗΜΒΡΙΑΝ ΤΟ ΔΙΑΤΑΓΜΑ ΠΕΝΘΗΜΕΡΟΥ ΑΝΑΒΟΛΗΣ ΤΗΣ ΕΝΑΡΞΕΩΣ ΤΩΝ ΕΡΓΑΣΙΩΝ ΤΗΣ ΒΟΥΛΗΣ [594,1578,1151,1674]
rule [2,386,400,387]
article-headline: Η «ΠΕΣΙΝΕ» ΘΑ ΙΔΡΥΣΗ ΜΕΓΑ ΕΡΓΟΣΤΑΣΙΟΝ ΕΙΣ ΤΟΝ ΧΩΡΟΝ ΤΟΥ ΛΙΜΕΝΟΣ [427,48,562,119]
rule [588,1575,1157,1576]
article-subhead: Η ΑΥΓΗΚΗ ΚΑΡΟΛΙΝΑ [813,1098,933,1110]
article-headline: «ΠΟΛΑΡΙΣ» ΚΑΤΕΣΤΡΑΦΗ ΜΕΤΑ ΤΗΝ ΕΚΤΟΞΕΥΣΙΝ ΠΥΡΑΥΛΟΣ «ΜΙΝΟΥΤΜΑΝ» ΕΞΕΤΟΞΕΥΘΗ ΕΠΙΤΥΧΩΣ [1171,1088,1555,1118]
article-lead: Ο κ. ΒΕΝΙΖΕΛΟΣ ΕΔΗΛΩΣΕΝ ΕΙΣ ΤΗΝ ΟΥΑΣΙΓΚΤΩΝ ΟΤΙ Η ΚΥΒΕΡΝΗΣΙΣ ΘΑ ΤΥΧΗ ΕΜΠΙΣΤΟΣΥΝΗΣ [613,1724,1133,1754]
rule [410,357,579,358]
article-headline: ΕΚΛΟΓΑΙ ΤΟ ΣΑΒΒΑΤΟΝ ΕΙΣ ΤΗΝ ΑΥΣΤΡΑΛΙΑΝ [419,1433,570,1476]
article-body: ΝΤΑΛΛΑΣ, 27 (Ἀσ. Πρές). — Ὁ τραυματισθείς κυβερνήτης Κονάλλυ ἐδήλωσεν ὅτι οἱ Ἀμερικανοί ἀνανήφουν ἀπό τήν νάρκην καί θά συντρίψουν τούς ἐξτρεμιστάς. ΒΕΡΟΛΙΝΟΝ, 27 (Ρώυτερ). — Ὁ δῆμος τοῦ Βερολίνου ἀπεφάσισε νά τιμήση τήν μνήμην τοῦ προέδρου Κέννεντυ. Ἀμφίβολον παραμένει τό φίλμ. [590,949,1155,982]
article-subhead: ΝΕΑΙ ΕΠΙΧΕΙΡΗΣΕΙΣ ΚΑΤΑ ΤΩΝ ΑΝΤΑΡΤΩΝ ΕΙΣ ΒΙΡΜΑΝΙΑΝ [1204,1892,1522,1903]
article-body: ΑΘΗΝΑΙ, 27. — Συνῆλθον χθές οἱ ἐκπρόσωποι τῶν ἐμπορικῶν συλλόγων τῆς χώρας καί ἐξήτασαν τά προκύπτοντα θέματα ἐκ τῆς καταργήσεως τῆς τιμῆς ἀντικαταστάσεως. Κατά τήν συζήτησιν ἐτονίσθη ὅτι ἡ ἀπόφασις τῆς κυβερνήσεως ἐπηρεάζει σημαντικῶς τάς συναλλαγάς καί τάς τιμάς τῶν εἰδῶν εὐρείας καταναλώσεως, ἡ δέ ἐπιτροπή θά ὑποβάλη ὑπόμνημα. [4,760,398,803]
article-body: Οἱ τοποτεσεῖ φοιτηταί γονεῖς καί γεωργοί ἀπευθύνουν πρός τόν πρωθυπουργόν ἐπιστολάς εὐχαριστηρίους διά τά μέτρα ὑπέρ τῆς παιδείας. ΑΘΗΝΑΙ, 27. — Εἰς τό πολιτικόν γραφεῖον τοῦ προέδρου τῆς κυβερνήσεως κ. Γεωργίου Παπανδρέου ἀφικνοῦνται καθημερινῶς ἑκατοντάδες ἐπιστολῶν ἐκ μέρους πολιτῶν πάσης τάξεως, οἱ ὁποῖοι ἐκφράζουν τήν εὐγνωμοσύνην των διά τά ληφθέντα μέτρα. [4,215,398,258]
article-body: ΝΤΑΛΛΑΣ, 27 (Ἀσ. Πρές). — Ὁ τραυματισθείς κυβερνήτης Κονάλλυ ἐδήλωσεν ὅτι οἱ Ἀμερικανοί ἀνανήφουν ἀπό τήν νάρκην καί θά συντρίψουν τούς ἐξτρεμιστάς. ΒΕΡΟΛΙΝΟΝ, 27 (Ρώυτερ). — Ὁ δῆμος τοῦ Βερολίνου ἀπεφάσισε νά τιμήση τήν μνήμην τοῦ προέδρου Κέννεντυ. Ἀμφίβολον παραμένει τό φίλμ. [590,1188,1155,1221]
article-body: ΑΘΗΝΑΙ, 28. — Ἡ Α.Μ. ὁ Βασιλεύς θά ὑπογράψη τήν μεσημβρίαν τό διάταγμα πενθημέρου ἀναβολῆς τῆς ἐνάρξεως τῶν ἐργασιῶν τῆς Βουλῆς. Ὁ πρωθυπουργός κ. Παπανδρέου θά τόν κατατοπίση ἐπί τῆς ἐξελίξεως τῆς πολιτικῆς καταστάσεως. ΟΥΑΣΙΓΚΤΩΝ, 27. — Ὁ κ. Βενιζέλος ἐδήλωσεν ὅτι ἡ κυβέρνησις θά τύχη ἐμπιστοσύνης. [590,1760,1155,1793]
rule [1167,1988,1559,1989]
article-body: ΝΤΑΛΛΑΣ, 27 (Ἀσ. Πρές). — Ὁ τραυματισθείς κυβερνήτης Κονάλλυ ἐδήλωσεν ὅτι οἱ Ἀμερικανοί ἀνανήφουν ἀπό τήν νάρκην καί θά συντρίψουν τούς ἐξτρεμιστάς. ΒΕΡΟΛΙΝΟΝ, 27 (Ρώυτερ). — Ὁ δῆμος τοῦ Βερολίνου ἀπεφάσισε νά τιμήση τήν μνήμην τοῦ προέδρου Κέννεντυ. Ἀμφίβολον παραμένει τό φίλμ. [590,1265,1155,1297]
article-body: ΑΓΚΥΡΑ, 27 (Ρώυτερ). — Καί τό νεοτουρκικόν κόμμα ἀπεφάσισε νά ἀποχωρήση ἀπό τήν κυβέρνησιν τοῦ κ. Ἰνονοῦ. Παραμένει μόνον τό Λαϊκόν κόμμα. Ὁ πρωθυπουργός θά ἐπιδιώξη συνεργασίαν μέ τό κόμμα τῆς Δικαιοσύνης. ΛΕΥΚΩΣΙΑ, 27. — Αἱ τουρκοκυπριακαί ἐφημερίδες γράφουν ὅτι ὁ κ. Ἰνονοῦ ἐπέστησε τήν προσοχήν τοῦ κ. Βενιζέλου. [1169,171,1557,214]
article-body: ΑΘΗΝΑΙ, 27. — Ὁ πρωθυπουργός κ. Παπανδρέου θά ἀναχωρήση αὔριον διά Πάτρας, ὅπου θά παραστῆ εἰς τήν ἑορτήν τοῦ πολιούχου Ἁγίου Ἀνδρέου. Ἐκεῖθεν θά μεταβῆ εἰς Κρήτην διά τόν ἑορτασμόν τῆς πεντηκονταετηρίδος τῆς ἑνώσεως. Βόννη, 27 (Ἀσ. Πρές). — Ἡ γερμανική κυβέρνησις παρητήθη τῆς κατασχέσεως ἀεροπλάνου καθέτου ἀπογειώσεως. [4,484,398,528]
